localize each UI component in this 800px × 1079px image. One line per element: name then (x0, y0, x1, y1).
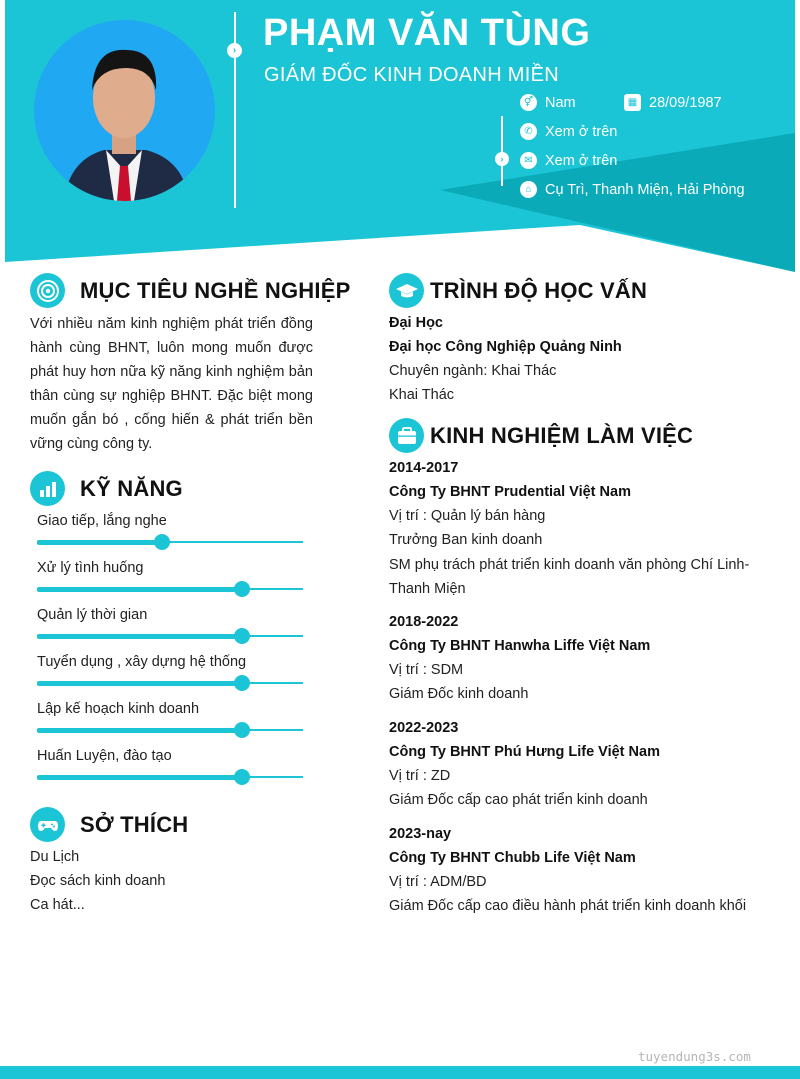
gender-value: Nam (545, 94, 576, 111)
skill-bar-fill (37, 728, 242, 733)
job-detail: Vị trí : ZD (389, 768, 451, 784)
objective-text: Với nhiều năm kinh nghiệm phát triển đồng hành cùng BHNT, luôn mong muốn được phát huy hơn nữa kỹ năng kinh nghiệm bản thân cùng sự nghiệp BHNT. Đặc biệt mong muốn gắn bó , cống hiến & phát triển bền vững cùng công ty. (30, 316, 313, 452)
info-divider (501, 116, 503, 186)
job-company: Công Ty BHNT Phú Hưng Life Việt Nam (389, 744, 660, 760)
gender-icon: ⚥ (520, 94, 537, 111)
job-period: 2023-nay (389, 826, 452, 842)
briefcase-icon (389, 418, 424, 453)
skill-bar-fill (37, 681, 242, 686)
skill-bar-fill (37, 634, 242, 639)
skill-bar (37, 682, 303, 684)
experience-heading: KINH NGHIỆM LÀM VIỆC (430, 423, 694, 448)
job-detail: Giám Đốc cấp cao phát triển kinh doanh (389, 792, 648, 808)
skill-label: Huấn Luyện, đào tạo (37, 748, 172, 764)
phone-value: Xem ở trên (545, 123, 618, 140)
education-heading: TRÌNH ĐỘ HỌC VẤN (430, 278, 648, 303)
job-detail: SM phụ trách phát triển kinh doanh văn phòng Chí Linh-Thanh Miện (389, 557, 750, 597)
objective-heading: MỤC TIÊU NGHỀ NGHIỆP (80, 278, 351, 303)
hobby-item: Du Lịch (30, 849, 80, 865)
skill-bar-fill (37, 775, 242, 780)
skill-level-knob (154, 534, 170, 550)
profile-photo (34, 20, 215, 201)
calendar-icon: ▦ (624, 94, 641, 111)
phone-row (520, 123, 617, 140)
job-period: 2018-2022 (389, 614, 459, 630)
home-icon: ⌂ (520, 181, 537, 198)
skill-bar (37, 776, 303, 778)
skill-bar (37, 588, 303, 590)
chevron-right-icon: › (495, 152, 509, 166)
birthdate-row (624, 94, 722, 111)
job-period: 2022-2023 (389, 720, 459, 736)
education-detail: Khai Thác (389, 387, 455, 403)
job-detail: Giám Đốc cấp cao điều hành phát triển kinh doanh khối (389, 898, 747, 914)
skill-label: Quản lý thời gian (37, 607, 148, 623)
bar-chart-icon (30, 471, 65, 506)
job-company: Công Ty BHNT Hanwha Liffe Việt Nam (389, 638, 651, 654)
skill-bar (37, 729, 303, 731)
job-detail: Vị trí : ADM/BD (389, 874, 487, 890)
job-company: Công Ty BHNT Chubb Life Việt Nam (389, 850, 636, 866)
email-value: Xem ở trên (545, 152, 618, 169)
skills-heading: KỸ NĂNG (80, 476, 183, 501)
email-row (520, 152, 617, 169)
watermark: tuyendung3s.com (638, 1049, 751, 1064)
skill-level-knob (234, 722, 250, 738)
hobby-item: Đọc sách kinh doanh (30, 873, 166, 889)
education-school: Đại học Công Nghiệp Quảng Ninh (389, 339, 622, 355)
job-detail: Trưởng Ban kinh doanh (389, 532, 543, 548)
header-divider (234, 12, 236, 208)
job-detail: Vị trí : SDM (389, 662, 464, 678)
candidate-name: PHẠM VĂN TÙNG (263, 12, 591, 54)
hobby-item: Ca hát... (30, 897, 85, 913)
target-icon (30, 273, 65, 308)
skill-bar-fill (37, 540, 162, 545)
footer-bar (0, 1066, 800, 1079)
avatar (34, 20, 215, 201)
graduation-cap-icon (389, 273, 424, 308)
job-detail: Vị trí : Quản lý bán hàng (389, 508, 546, 524)
education-major: Chuyên ngành: Khai Thác (389, 363, 557, 379)
skill-label: Xử lý tình huống (37, 560, 144, 576)
chevron-right-icon: › (227, 43, 242, 58)
email-icon: ✉ (520, 152, 537, 169)
phone-icon: ✆ (520, 123, 537, 140)
education-degree: Đại Học (389, 315, 443, 331)
gender-row (520, 94, 576, 111)
skill-label: Tuyển dụng , xây dựng hệ thống (37, 654, 247, 670)
skill-bar (37, 635, 303, 637)
job-period: 2014-2017 (389, 460, 459, 476)
job-title: GIÁM ĐỐC KINH DOANH MIỀN (264, 64, 559, 86)
birthdate-value: 28/09/1987 (649, 94, 722, 111)
skill-bar-fill (37, 587, 242, 592)
skill-level-knob (234, 581, 250, 597)
skill-level-knob (234, 675, 250, 691)
hobbies-heading: SỞ THÍCH (80, 812, 189, 837)
address-value: Cụ Trì, Thanh Miện, Hải Phòng (545, 181, 745, 198)
job-detail: Giám Đốc kinh doanh (389, 686, 529, 702)
job-company: Công Ty BHNT Prudential Việt Nam (389, 484, 631, 500)
address-row (520, 181, 745, 198)
gamepad-icon (30, 807, 65, 842)
skill-level-knob (234, 628, 250, 644)
skill-label: Lập kế hoạch kinh doanh (37, 701, 200, 717)
skill-bar (37, 541, 303, 543)
skill-level-knob (234, 769, 250, 785)
skill-label: Giao tiếp, lắng nghe (37, 513, 167, 529)
